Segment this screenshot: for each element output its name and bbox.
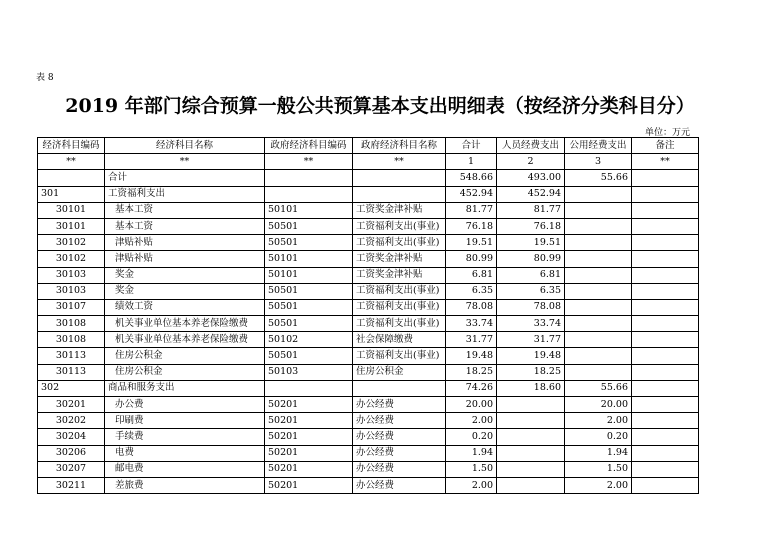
cell-public: [565, 218, 632, 234]
cell-gov-name: [353, 170, 446, 186]
cell-note: [632, 251, 699, 267]
cell-econ-name: 奖金: [105, 267, 265, 283]
cell-note: [632, 477, 699, 493]
table-row: [38, 348, 699, 364]
subheader-cell: 3: [565, 154, 632, 170]
cell-personnel: 18.60: [497, 380, 565, 396]
cell-public: [565, 267, 632, 283]
cell-total: 0.20: [446, 429, 497, 445]
table-row: [38, 445, 699, 461]
subheader-cell: **: [265, 154, 353, 170]
page-title: 2019 年部门综合预算一般公共预算基本支出明细表（按经济分类科目分）: [65, 95, 695, 117]
cell-note: [632, 170, 699, 186]
cell-personnel: 76.18: [497, 218, 565, 234]
cell-gov-name: 工资奖金津补贴: [353, 251, 446, 267]
cell-public: [565, 186, 632, 202]
cell-gov-name: 工资福利支出(事业): [353, 316, 446, 332]
cell-econ-name: 印刷费: [105, 413, 265, 429]
cell-gov-name: 办公经费: [353, 477, 446, 493]
cell-econ-name: 奖金: [105, 283, 265, 299]
cell-note: [632, 413, 699, 429]
subheader-cell: 2: [497, 154, 565, 170]
cell-public: [565, 299, 632, 315]
table-row: [38, 186, 699, 202]
table-row: [38, 251, 699, 267]
cell-econ-name: 津贴补贴: [105, 235, 265, 251]
cell-public: [565, 283, 632, 299]
cell-econ-code: 30201: [38, 397, 105, 413]
cell-gov-name: 工资福利支出(事业): [353, 299, 446, 315]
cell-econ-name: 工资福利支出: [105, 186, 265, 202]
col-header: 公用经费支出: [565, 138, 632, 154]
cell-public: 20.00: [565, 397, 632, 413]
table-row: [38, 235, 699, 251]
cell-personnel: [497, 429, 565, 445]
cell-gov-name: 工资福利支出(事业): [353, 348, 446, 364]
cell-gov-name: 社会保障缴费: [353, 332, 446, 348]
cell-public: [565, 202, 632, 218]
cell-econ-code: 30107: [38, 299, 105, 315]
cell-note: [632, 397, 699, 413]
cell-public: [565, 364, 632, 380]
cell-personnel: 31.77: [497, 332, 565, 348]
cell-total: 1.94: [446, 445, 497, 461]
cell-note: [632, 348, 699, 364]
cell-total: 33.74: [446, 316, 497, 332]
cell-econ-name: 住房公积金: [105, 364, 265, 380]
cell-personnel: 19.48: [497, 348, 565, 364]
table-row: [38, 332, 699, 348]
cell-personnel: [497, 477, 565, 493]
cell-econ-name: 机关事业单位基本养老保险缴费: [105, 316, 265, 332]
cell-gov-name: 办公经费: [353, 461, 446, 477]
cell-personnel: 493.00: [497, 170, 565, 186]
table-number: 表 8: [36, 73, 54, 83]
subheader-cell: **: [632, 154, 699, 170]
cell-gov-name: 办公经费: [353, 397, 446, 413]
cell-gov-name: 工资福利支出(事业): [353, 235, 446, 251]
cell-gov-name: 办公经费: [353, 413, 446, 429]
cell-econ-code: 30102: [38, 251, 105, 267]
cell-econ-code: 30102: [38, 235, 105, 251]
cell-gov-code: 50501: [265, 316, 353, 332]
cell-econ-name: 机关事业单位基本养老保险缴费: [105, 332, 265, 348]
cell-note: [632, 235, 699, 251]
cell-econ-code: 30207: [38, 461, 105, 477]
cell-note: [632, 364, 699, 380]
cell-econ-code: 301: [38, 186, 105, 202]
cell-econ-code: 30113: [38, 348, 105, 364]
cell-econ-code: 30206: [38, 445, 105, 461]
cell-gov-code: 50201: [265, 445, 353, 461]
cell-econ-code: 30101: [38, 202, 105, 218]
cell-personnel: 80.99: [497, 251, 565, 267]
table-row: [38, 477, 699, 493]
cell-gov-code: [265, 380, 353, 396]
cell-gov-code: 50501: [265, 235, 353, 251]
cell-public: 55.66: [565, 170, 632, 186]
cell-total: 2.00: [446, 413, 497, 429]
subheader-cell: **: [38, 154, 105, 170]
cell-note: [632, 445, 699, 461]
cell-note: [632, 283, 699, 299]
cell-personnel: 6.81: [497, 267, 565, 283]
cell-gov-code: 50201: [265, 429, 353, 445]
cell-gov-name: 住房公积金: [353, 364, 446, 380]
cell-gov-code: 50101: [265, 251, 353, 267]
table-row: [38, 429, 699, 445]
table-row: [38, 380, 699, 396]
table-row: [38, 267, 699, 283]
cell-personnel: [497, 445, 565, 461]
cell-public: 2.00: [565, 477, 632, 493]
cell-personnel: 19.51: [497, 235, 565, 251]
table-row: [38, 413, 699, 429]
cell-note: [632, 332, 699, 348]
table-row: [38, 364, 699, 380]
cell-personnel: 6.35: [497, 283, 565, 299]
cell-note: [632, 299, 699, 315]
cell-gov-code: 50101: [265, 267, 353, 283]
cell-econ-code: 30211: [38, 477, 105, 493]
cell-total: 2.00: [446, 477, 497, 493]
cell-gov-code: 50201: [265, 461, 353, 477]
subheader-cell: **: [105, 154, 265, 170]
cell-econ-name: 基本工资: [105, 218, 265, 234]
cell-econ-name: 津贴补贴: [105, 251, 265, 267]
cell-econ-name: 电费: [105, 445, 265, 461]
cell-public: 55.66: [565, 380, 632, 396]
cell-public: [565, 235, 632, 251]
table-row: [38, 170, 699, 186]
cell-gov-name: 工资福利支出(事业): [353, 218, 446, 234]
cell-total: 76.18: [446, 218, 497, 234]
cell-personnel: [497, 461, 565, 477]
cell-econ-code: [38, 170, 105, 186]
cell-gov-code: 50101: [265, 202, 353, 218]
cell-note: [632, 186, 699, 202]
cell-public: [565, 332, 632, 348]
cell-gov-code: [265, 170, 353, 186]
cell-econ-name: 商品和服务支出: [105, 380, 265, 396]
cell-gov-name: 工资奖金津补贴: [353, 202, 446, 218]
cell-total: 78.08: [446, 299, 497, 315]
col-header: 备注: [632, 138, 699, 154]
cell-econ-name: 差旅费: [105, 477, 265, 493]
cell-gov-code: 50501: [265, 218, 353, 234]
cell-econ-code: 30103: [38, 283, 105, 299]
cell-total: 1.50: [446, 461, 497, 477]
cell-econ-name: 办公费: [105, 397, 265, 413]
cell-total: 80.99: [446, 251, 497, 267]
col-header: 经济科目名称: [105, 138, 265, 154]
cell-note: [632, 202, 699, 218]
cell-gov-name: 工资福利支出(事业): [353, 283, 446, 299]
cell-econ-name: 手续费: [105, 429, 265, 445]
cell-gov-code: 50501: [265, 283, 353, 299]
budget-table: [37, 137, 699, 494]
cell-gov-code: 50201: [265, 477, 353, 493]
unit-label: 单位：万元: [644, 128, 690, 138]
cell-public: [565, 316, 632, 332]
col-header: 人员经费支出: [497, 138, 565, 154]
col-header: 政府经济科目名称: [353, 138, 446, 154]
cell-personnel: 78.08: [497, 299, 565, 315]
cell-public: [565, 348, 632, 364]
subheader-row: [38, 154, 699, 170]
cell-gov-code: [265, 186, 353, 202]
cell-total: 20.00: [446, 397, 497, 413]
cell-personnel: [497, 413, 565, 429]
cell-total: 31.77: [446, 332, 497, 348]
cell-gov-code: 50103: [265, 364, 353, 380]
cell-personnel: 452.94: [497, 186, 565, 202]
cell-note: [632, 429, 699, 445]
cell-gov-name: 工资奖金津补贴: [353, 267, 446, 283]
cell-public: 1.94: [565, 445, 632, 461]
cell-note: [632, 218, 699, 234]
cell-gov-code: 50102: [265, 332, 353, 348]
cell-econ-name: 邮电费: [105, 461, 265, 477]
cell-personnel: 33.74: [497, 316, 565, 332]
table-row: [38, 316, 699, 332]
cell-gov-code: 50201: [265, 397, 353, 413]
table-row: [38, 397, 699, 413]
cell-econ-code: 30204: [38, 429, 105, 445]
cell-total: 6.81: [446, 267, 497, 283]
cell-public: 2.00: [565, 413, 632, 429]
cell-note: [632, 267, 699, 283]
cell-econ-code: 30108: [38, 316, 105, 332]
cell-econ-code: 30103: [38, 267, 105, 283]
cell-econ-name: 住房公积金: [105, 348, 265, 364]
cell-total: 19.48: [446, 348, 497, 364]
subheader-cell: **: [353, 154, 446, 170]
cell-econ-code: 30101: [38, 218, 105, 234]
cell-public: 0.20: [565, 429, 632, 445]
table-row: [38, 299, 699, 315]
cell-public: [565, 251, 632, 267]
cell-total: 6.35: [446, 283, 497, 299]
cell-total: 81.77: [446, 202, 497, 218]
cell-gov-code: 50501: [265, 348, 353, 364]
cell-total: 452.94: [446, 186, 497, 202]
cell-econ-code: 302: [38, 380, 105, 396]
cell-gov-name: 办公经费: [353, 445, 446, 461]
cell-note: [632, 380, 699, 396]
cell-econ-name: 基本工资: [105, 202, 265, 218]
cell-gov-code: 50201: [265, 413, 353, 429]
cell-total: 74.26: [446, 380, 497, 396]
subheader-cell: 1: [446, 154, 497, 170]
cell-gov-name: 办公经费: [353, 429, 446, 445]
table-row: [38, 218, 699, 234]
cell-personnel: 81.77: [497, 202, 565, 218]
cell-gov-code: 50501: [265, 299, 353, 315]
col-header: 政府经济科目编码: [265, 138, 353, 154]
cell-note: [632, 461, 699, 477]
col-header: 合计: [446, 138, 497, 154]
cell-econ-code: 30202: [38, 413, 105, 429]
table-row: [38, 461, 699, 477]
cell-econ-name: 绩效工资: [105, 299, 265, 315]
col-header: 经济科目编码: [38, 138, 105, 154]
cell-total: 548.66: [446, 170, 497, 186]
cell-gov-name: [353, 186, 446, 202]
cell-econ-code: 30108: [38, 332, 105, 348]
cell-total: 19.51: [446, 235, 497, 251]
cell-econ-code: 30113: [38, 364, 105, 380]
cell-total: 18.25: [446, 364, 497, 380]
table-row: [38, 283, 699, 299]
cell-gov-name: [353, 380, 446, 396]
table-row: [38, 202, 699, 218]
cell-public: 1.50: [565, 461, 632, 477]
cell-personnel: 18.25: [497, 364, 565, 380]
cell-personnel: [497, 397, 565, 413]
cell-note: [632, 316, 699, 332]
header-row: [38, 138, 699, 154]
cell-econ-name: 合计: [105, 170, 265, 186]
